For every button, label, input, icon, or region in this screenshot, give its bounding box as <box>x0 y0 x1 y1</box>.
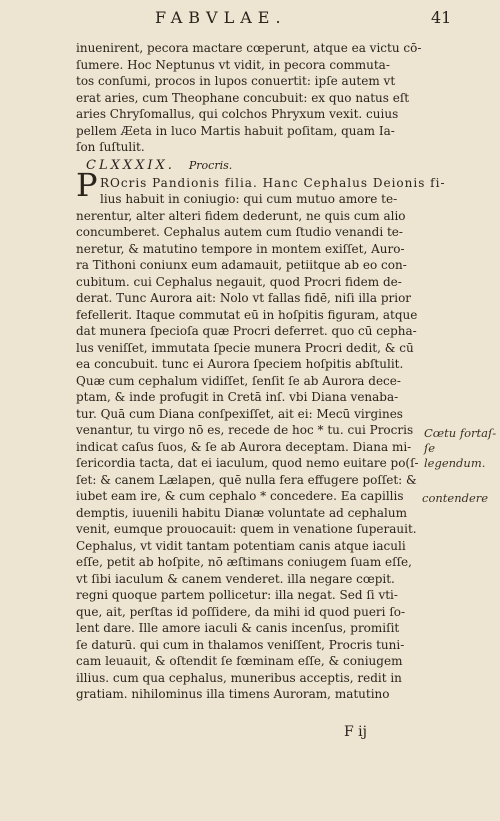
drop-cap: P <box>76 165 98 204</box>
text-line: concumberet. Cephalus autem cum ſtudio venandi te- <box>76 225 403 239</box>
body-text <box>76 40 446 703</box>
text-line: ſet: & canem Lælapen, quē nulla fera effugere poſſet: & <box>76 472 417 487</box>
text-line: pellem Æeta in luco Martis habuit poſitam, quam Ia- <box>76 123 395 138</box>
text-line: illius. cum qua cephalus, muneribus acceptis, redit in <box>76 670 402 685</box>
text-line: tur. Quā cum Diana conſpexiſſet, ait ei: Mecū virgines <box>76 406 403 421</box>
text-line: demptis, iuuenili habitu Dianæ voluntate ad cephalum <box>76 505 407 520</box>
text-line: nerentur, alter alteri fidem dederunt, ne quis cum alio <box>76 208 406 223</box>
text-line: erat aries, cum Theophane concubuit: ex quo natus eſt <box>76 90 410 105</box>
text-line: aries Chryſomallus, qui colchos Phryxum vexit. cuius <box>76 107 399 121</box>
text-line: ſumere. Hoc Neptunus vt vidit, in pecora commuta- <box>76 57 390 72</box>
text-line: Quæ cum cephalum vidiſſet, ſenſit ſe ab Aurora dece- <box>76 373 401 388</box>
text-line: ea concubuit. tunc ei Aurora ſpeciem hoſpitis abſtulit. <box>76 357 404 371</box>
text-line: inuenirent, pecora mactare cœperunt, atque ea victu cō- <box>76 41 422 55</box>
text-line: ſe daturū. qui cum in thalamos veniſſent, Procris tuni- <box>76 637 405 652</box>
text-line: ſon ſuſtulit. <box>76 140 145 154</box>
indented-lines <box>76 191 406 208</box>
running-title: FABVLAE. <box>155 8 287 27</box>
fable-paragraph <box>76 208 419 703</box>
continued-fable-text <box>76 40 422 156</box>
text-line: ſericordia tacta, dat ei iaculum, quod nemo euitare po(ſ- <box>76 456 419 470</box>
margin-note-line: Cœtu fortaſ- <box>424 426 497 440</box>
text-line: indicat caſus ſuos, & ſe ab Aurora deceptam. Diana mi- <box>76 439 412 454</box>
text-line: vt ſibi iaculum & canem venderet. illa negare cœpit. <box>76 571 395 586</box>
text-line: venantur, tu virgo nō es, recede de hoc * tu. cui Procris <box>76 423 414 437</box>
text-line: lius habuit in coniugio: qui cum mutuo amore te- <box>100 192 398 206</box>
text-line: tos conſumi, procos in lupos conuertit: ipſe autem vt <box>76 74 396 88</box>
chapter-title: Procris. <box>188 158 233 172</box>
page-number: 41 <box>431 8 452 27</box>
text-line: que, ait, perſtas id poſſidere, da mihi id quod pueri ſo- <box>76 604 406 619</box>
text-line: lent dare. Ille amore iaculi & canis incenſus, promiſit <box>76 621 400 635</box>
text-line: cam leuauit, & oſtendit ſe fœminam eſſe, & coniugem <box>76 654 403 668</box>
text-line: venit, eumque prouocauit: quem in venatione ſuperauit. <box>76 522 417 536</box>
text-line: cubitum. cui Cephalus negauit, quod Procri fidem de- <box>76 274 402 289</box>
margin-note-contendere: contendere <box>422 491 489 505</box>
text-line: ptam, & inde profugit in Cretā inſ. vbi Diana venaba- <box>76 390 399 404</box>
text-line: neretur, & matutino tempore in montem exiſſet, Auro- <box>76 241 405 256</box>
text-line: fefellerit. Itaque commutat eū in hoſpitis figuram, atque <box>76 307 418 322</box>
text-line: regni quoque partem pollicetur: illa negat. Sed ſi vti- <box>76 588 398 602</box>
chapter-number: CLXXXIX. <box>86 157 175 173</box>
chapter-heading <box>86 158 406 175</box>
text-line: lus veniſſet, immutata ſpecie munera Procri dedit, & cū <box>76 340 414 355</box>
text-line: dat munera ſpecioſa quæ Procri deferret. quo cū cepha- <box>76 324 417 338</box>
margin-note-coetu <box>424 426 500 471</box>
page-header <box>0 6 500 36</box>
first-line-text: ROcris Pandionis filia. Hanc Cephalus Deionis fi- <box>100 175 446 190</box>
text-line: eſſe, petit ab hoſpite, nō æſtimans coniugem ſuam eſſe, <box>76 555 412 569</box>
margin-note-line: ſe legendum. <box>424 441 486 470</box>
signature-mark: F ij <box>344 724 367 740</box>
text-line: ra Tithoni coniunx eum adamauit, petiitque ab eo con- <box>76 258 407 272</box>
text-line: iubet eam ire, & cum cephalo * concedere. Ea capillis <box>76 489 404 503</box>
text-line: Cephalus, vt vidit tantam potentiam canis atque iaculi <box>76 538 406 553</box>
text-line: derat. Tunc Aurora ait: Nolo vt fallas fidē, niſi illa prior <box>76 291 412 305</box>
text-line: gratiam. nihilominus illa timens Auroram, matutino <box>76 687 390 701</box>
